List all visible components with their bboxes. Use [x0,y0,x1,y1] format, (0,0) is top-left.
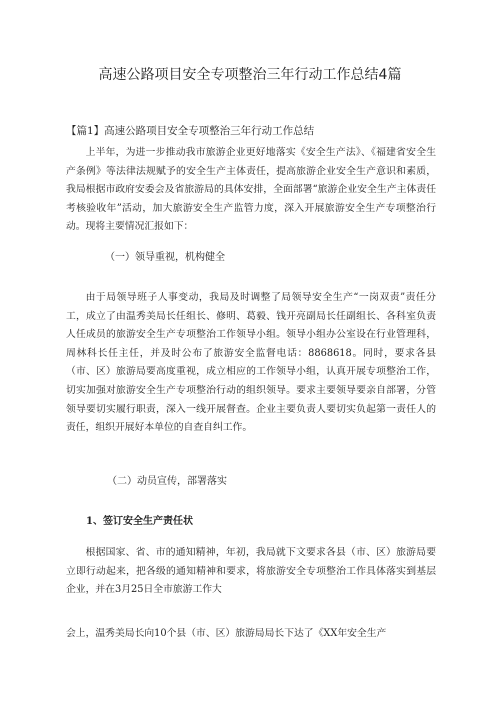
paragraph-continued: 会上，温秀美局长向10个县（市、区）旅游局局长下达了《XX年安全生产 [66,628,387,639]
subheading-mobilization: （二）动员宣传，部署落实 [107,476,227,487]
paragraph-leadership: 由于局领导班子人事变动，我局及时调整了局领导安全生产“一岗双责”责任分工，成立了由温秀美局长任组长、修明、葛毅、钱开亮副局长任副组长、各科室负责人任成员的旅游安全生产专项整治工作领导小组。领导小组办公室设在行业管理科，周林科长任主任，并及时公布了旅游安全监督电话：8868618。同时，要求各县（市、区）旅游局要高度重视，成立相应的工作领导小组，认真开展专项整治工作，切实加强对旅游安全生产专项整治行动的组织领导。要求主要领导要亲自部署，分管领导要切实履行职责，深入一线开展督查。企业主要负责人要切实负起第一责任人的责任，组织开展好本单位的自查自纠工作。 [66,292,436,434]
subheading-leadership: （一）领导重视，机构健全 [105,252,225,263]
section-heading: 【篇1】高速公路项目安全专项整治三年行动工作总结 [66,125,315,137]
paragraph-responsibility: 根据国家、省、市的通知精神，年初，我局就下文要求各县（市、区）旅游局要立即行动起来，把各级的通知精神和要求，将旅游安全专项整治工作具体落实到基层企业，并在3月25日全市旅游工作大 [66,547,436,596]
subheading-responsibility: 1、签订安全生产责任状 [86,516,193,527]
document-title: 高速公路项目安全专项整治三年行动工作总结4篇 [98,67,402,83]
paragraph-intro: 上半年，为进一步推动我市旅游企业更好地落实《安全生产法》、《福建省安全生产条例》等法律法规赋予的安全生产主体责任，提高旅游企业安全生产意识和素质，我局根据市政府安委会及省旅游局的具体安排，全面部署“旅游企业安全生产主体责任考核验收年”活动，加大旅游安全生产监管力度，深入开展旅游安全生产专项整治行动。现将主要情况汇报如下： [66,147,436,233]
